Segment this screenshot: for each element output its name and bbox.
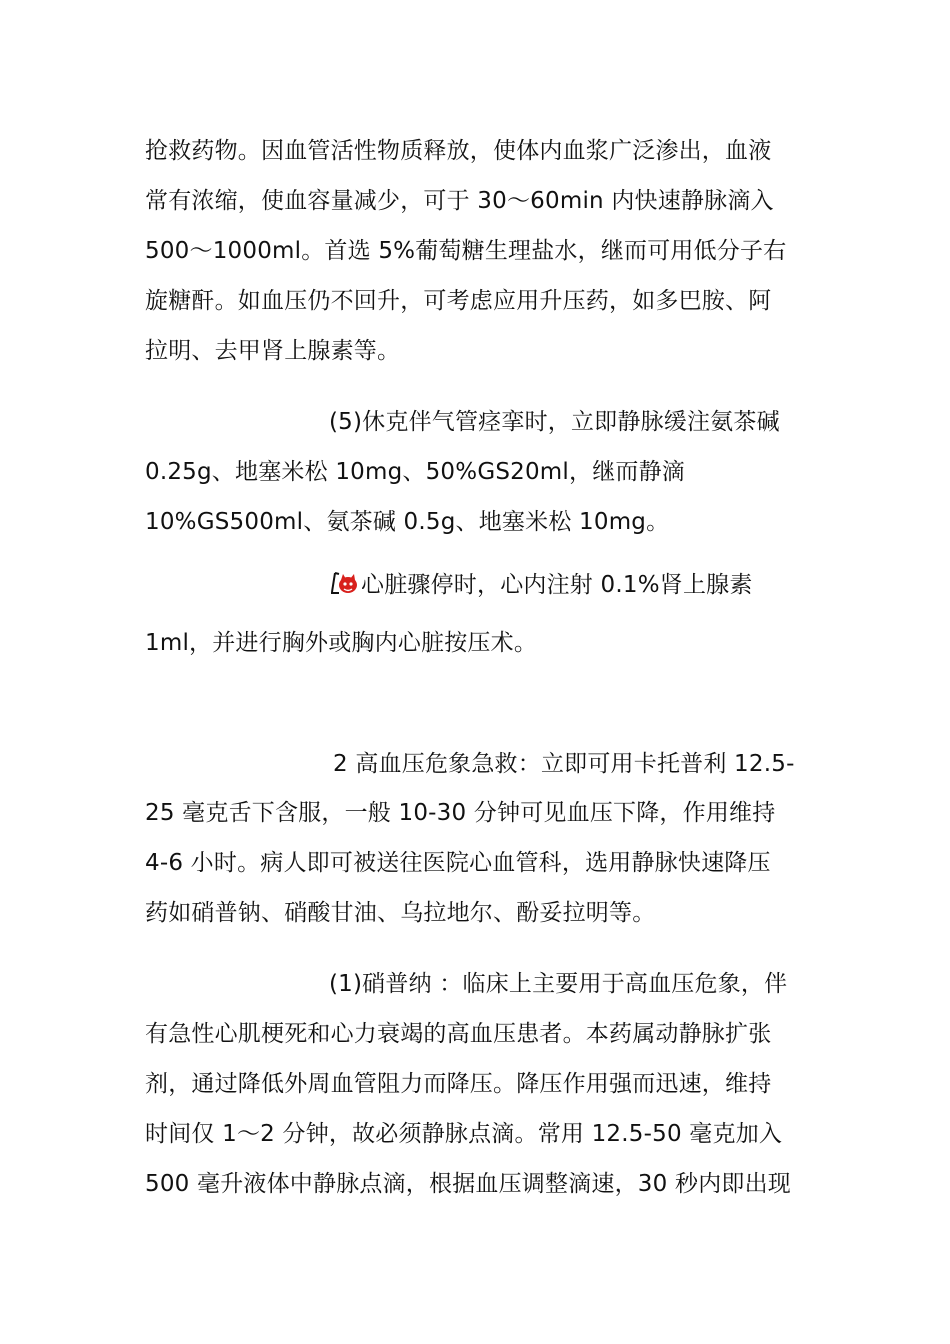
paragraph-line: 药如硝普钠、硝酸甘油、乌拉地尔、酚妥拉明等。 [145, 900, 656, 926]
paragraph-line: (5)休克伴气管痉挛时，立即静脉缓注氨茶碱 [329, 409, 780, 435]
paragraph-line: 25 毫克舌下含服，一般 10-30 分钟可见血压下降，作用维持 [145, 800, 776, 826]
paragraph-line: 500～1000ml。首选 5%葡萄糖生理盐水，继而可用低分子右 [145, 238, 787, 264]
paragraph-line: 常有浓缩，使血容量减少，可于 30～60min 内快速静脉滴入 [145, 188, 774, 214]
paragraph-line: 1ml，并进行胸外或胸内心脏按压术。 [145, 630, 538, 656]
paragraph-line: 拉明、去甲肾上腺素等。 [145, 338, 401, 364]
paragraph-line: 有急性心肌梗死和心力衰竭的高血压患者。本药属动静脉扩张 [145, 1021, 772, 1047]
section-heading-line: 2 高血压危象急救：立即可用卡托普利 12.5- [333, 751, 795, 777]
red-cartoon-icon [329, 570, 359, 596]
paragraph-line: 旋糖酐。如血压仍不回升，可考虑应用升压药，如多巴胺、阿 [145, 288, 772, 314]
paragraph-line: 时间仅 1～2 分钟，故必须静脉点滴。常用 12.5-50 毫克加入 [145, 1121, 783, 1147]
paragraph-line: 500 毫升液体中静脉点滴，根据血压调整滴速，30 秒内即出现 [145, 1171, 791, 1197]
paragraph-line: 4-6 小时。病人即可被送往医院心血管科，选用静脉快速降压 [145, 850, 771, 876]
paragraph-line: 剂，通过降低外周血管阻力而降压。降压作用强而迅速，维持 [145, 1071, 772, 1097]
paragraph-line-text: 心脏骤停时，心内注射 0.1%肾上腺素 [361, 572, 753, 598]
paragraph-line: (1)硝普纳 ：临床上主要用于高血压危象，伴 [329, 971, 788, 997]
paragraph-line: 抢救药物。因血管活性物质释放，使体内血浆广泛渗出，血液 [145, 138, 772, 164]
paragraph-line: 0.25g、地塞米松 10mg、50%GS20ml，继而静滴 [145, 459, 685, 485]
paragraph-line: 10%GS500ml、氨茶碱 0.5g、地塞米松 10mg。 [145, 509, 670, 535]
paragraph-line-with-icon [329, 570, 753, 600]
